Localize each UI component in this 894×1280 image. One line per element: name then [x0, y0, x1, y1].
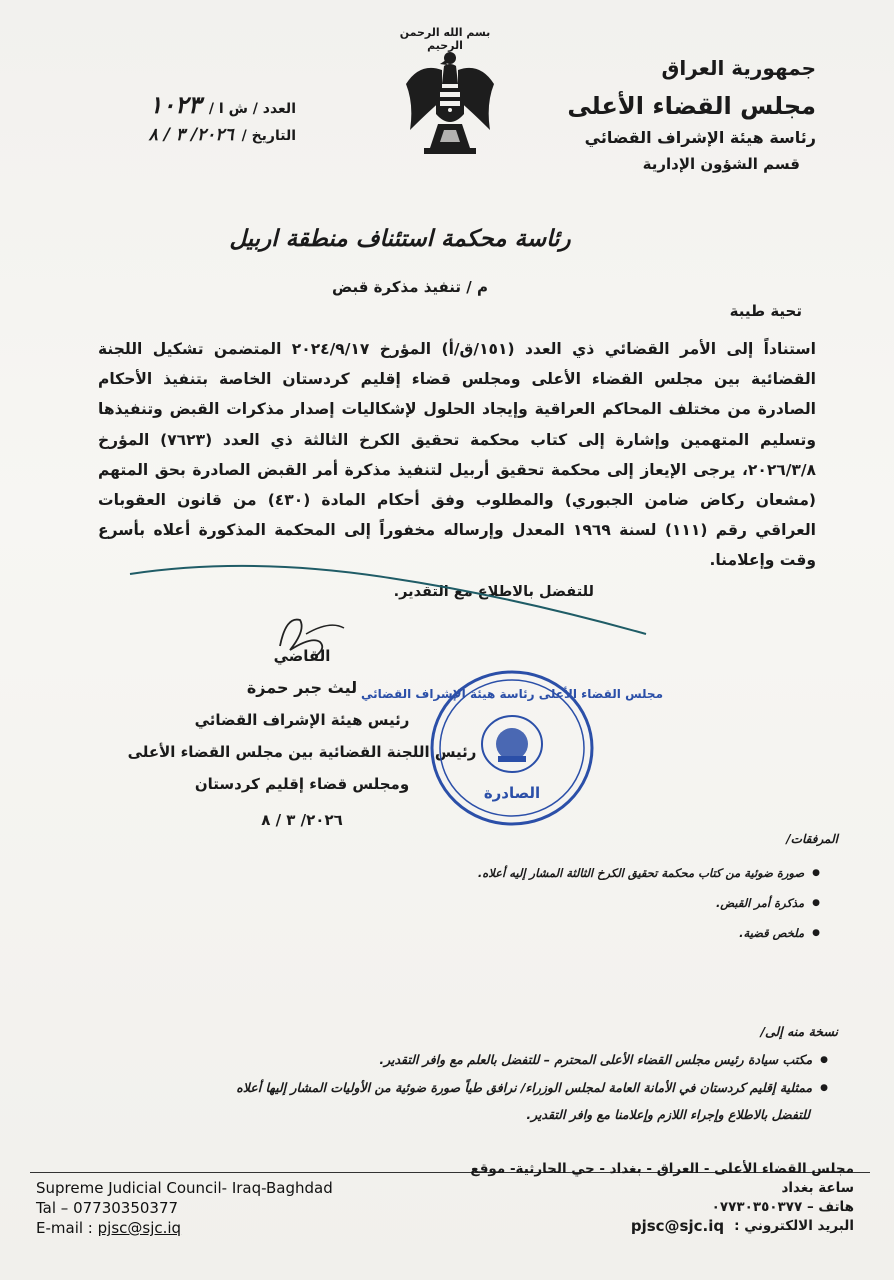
footer-ar-email-row: البريد الالكتروني : pjsc@sjc.iq: [630, 1217, 854, 1235]
number-value: ١٠٢٣: [149, 90, 201, 119]
iraq-eagle-emblem: [400, 44, 500, 164]
bullet-icon: ●: [812, 868, 820, 878]
closing-line: للتفضل بالاطلاع مع التقدير.: [393, 584, 594, 600]
subject-line: م / تنفيذ مذكرة قبض: [332, 278, 488, 296]
attachment-item: ● مذكرة أمر القبض.: [715, 896, 820, 910]
footer-ar-phone: هاتف – ٠٧٧٣٠٣٥٠٣٧٧: [711, 1199, 854, 1215]
signer-title-1: رئيس هيئة الإشراف القضائي: [194, 711, 410, 729]
bullet-icon: ●: [812, 928, 820, 938]
copy-recipient-continuation: للتفضل بالاطلاع وإجراء اللازم وإعلامنا مع وافر التقدير.: [526, 1107, 810, 1122]
department-name: قسم الشؤون الإدارية: [642, 155, 800, 173]
institution-header: [516, 56, 816, 173]
number-label: العدد / ش ا /: [208, 101, 296, 117]
bullet-icon: ●: [820, 1055, 828, 1065]
letter-body: استناداً إلى الأمر القضائي ذي العدد (١٥١/ق/أ) المؤرخ ٢٠٢٤/٩/١٧ المتضمن تشكيل اللجنة القضائية بين مجلس القضاء الأعلى ومجلس قضاء إقليم كردستان الخاصة بتنفيذ الأحكام الصادرة من مختلف المحاكم العراقية وإيجاد الحلول لإشكاليات إصدار مذكرات القبض وتنفيذها وتسليم المتهمين وإشارة إلى كتاب محكمة تحقيق الكرخ الثالثة ذي العدد (٧٦٢٣) المؤرخ ٢٠٢٦/٣/٨، يرجى الإيعاز إلى محكمة تحقيق أربيل لتنفيذ مذكرة أمر القبض الصادرة بحق المتهم (مشعان ركاض ضامن الجبوري) والمطلوب وفق أحكام المادة (٤٣٠) من قانون العقوبات العراقي رقم (١١١) لسنة ١٩٦٩ المعدل وإرساله مخفوراً إلى المحكمة المذكورة أعلاه بأسرع وقت وإعلامنا.: [98, 340, 817, 570]
footer-en-phone: Tal – 07730350377: [36, 1199, 179, 1217]
signer-title-2: رئيس اللجنة القضائية بين مجلس القضاء الأعلى: [127, 743, 477, 761]
signer-role: القاضي: [273, 647, 331, 665]
council-name: مجلس القضاء الأعلى: [567, 92, 816, 120]
addressee: رئاسة محكمة استئناف منطقة اربيل: [229, 226, 571, 252]
date-value: ٢٠٢٦/ ٣ / ٨: [148, 125, 234, 145]
presidency-name: رئاسة هيئة الإشراف القضائي: [584, 128, 816, 147]
copy-recipient: ● مكتب سيادة رئيس مجلس القضاء الأعلى المحترم – للتفضل بالعلم مع وافر التقدير.: [108, 1046, 828, 1074]
stamp-ring-text: مجلس القضاء الأعلى رئاسة هيئة الإشراف القضائي: [360, 687, 664, 701]
footer-ar-email-link[interactable]: pjsc@sjc.iq: [630, 1217, 725, 1235]
footer-english: [36, 1178, 376, 1238]
reference-block: [96, 90, 296, 145]
attachments-heading: المرفقات/: [786, 832, 838, 846]
country-name: جمهورية العراق: [661, 56, 816, 80]
footer-en-email-row: E-mail : pjsc@sjc.iq: [36, 1219, 182, 1237]
signer-title-3: ومجلس قضاء إقليم كردستان: [194, 775, 410, 793]
date-row: [96, 125, 296, 145]
copies-heading: نسخة منه إلى/: [760, 1024, 838, 1039]
greeting: تحية طيبة: [729, 302, 802, 320]
copies-list: [108, 1046, 828, 1128]
signer-name: ليث جبر حمزة: [246, 678, 358, 697]
basmala: بسم الله الرحمن الرحيم: [399, 26, 491, 52]
footer-ar-address: مجلس القضاء الأعلى - العراق - بغداد - حي الحارثية- موقع ساعة بغداد: [470, 1161, 854, 1196]
footer-en-address: Supreme Judicial Council- Iraq-Baghdad: [36, 1179, 333, 1197]
attachment-item: ● صورة ضوئية من كتاب محكمة تحقيق الكرخ الثالثة المشار إليه أعلاه.: [477, 866, 820, 880]
footer-arabic: [434, 1160, 854, 1236]
reference-number-row: [96, 90, 296, 119]
bullet-icon: ●: [820, 1083, 828, 1093]
copy-recipient: ● ممثلية إقليم كردستان في الأمانة العامة لمجلس الوزراء/ نرافق طياً صورة ضوئية من الأوليات المشار إليها أعلاه: [108, 1074, 828, 1102]
date-label: التاريخ /: [241, 128, 296, 144]
signer-date: ٢٠٢٦/ ٣ / ٨: [261, 811, 343, 829]
attachments-list: [220, 858, 820, 948]
stamp-bottom-text: الصادرة: [483, 784, 541, 802]
official-stamp: [360, 668, 664, 828]
attachment-item: ● ملخص قضية.: [739, 926, 820, 940]
bullet-icon: ●: [812, 898, 820, 908]
footer-en-email-link[interactable]: pjsc@sjc.iq: [97, 1219, 182, 1237]
